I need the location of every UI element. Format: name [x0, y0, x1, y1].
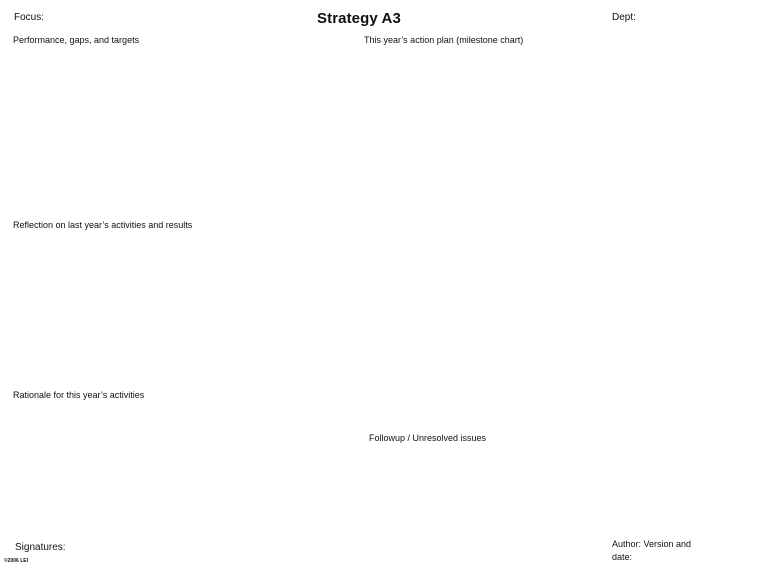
dept-label: Dept: — [612, 12, 636, 23]
section-rationale-heading: Rationale for this year’s activities — [13, 390, 145, 400]
copyright-notice: ©2006 LEI — [4, 558, 28, 564]
section-reflection-heading: Reflection on last year’s activities and results — [13, 220, 193, 230]
section-action-plan-heading: This year’s action plan (milestone chart) — [364, 35, 524, 45]
signatures-label: Signatures: — [15, 542, 66, 553]
page-title: Strategy A3 — [317, 10, 401, 27]
author-version-date-label: Author: Version and date: — [612, 539, 692, 562]
section-performance-heading: Performance, gaps, and targets — [13, 35, 140, 45]
focus-label: Focus: — [14, 12, 45, 23]
section-followup-heading: Followup / Unresolved issues — [369, 433, 487, 443]
